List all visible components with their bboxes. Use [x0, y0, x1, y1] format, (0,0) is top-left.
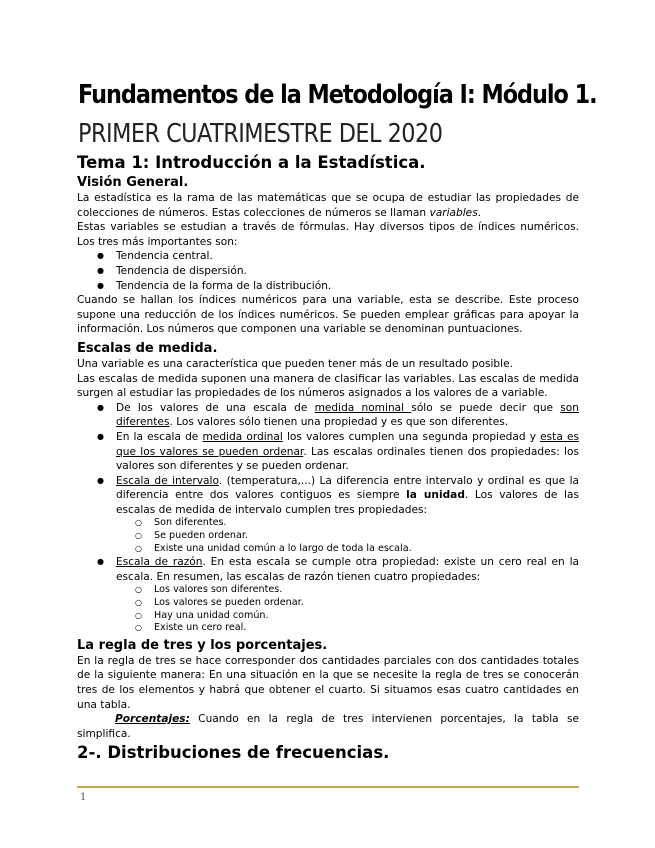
list-item: ● Tendencia central.: [116, 249, 579, 264]
list-item: ○ Hay una unidad común.: [154, 610, 579, 623]
list-item: ● Tendencia de dispersión.: [116, 264, 579, 279]
list-item: ○ Se pueden ordenar.: [154, 530, 579, 543]
escala-razon-item: ● Escala de razón. En esta escala se cumple otra propiedad: existe un cero real en la escala. En resumen, las escalas de razón tienen cuatro propiedades: ○ Los valores son diferentes. ○ Los valores se pueden ordenar. ○ Hay una unidad común. ○ Existe un cero real.: [116, 555, 579, 635]
list-item: ○ Son diferentes.: [154, 517, 579, 530]
vision-paragraph-3: Cuando se hallan los índices numéricos para una variable, esta se describe. Este proceso supone una reducción de los índices numéricos. Se pueden emplear gráficas para apoyar la información. Los números que componen una variable se denominan puntuaciones.: [77, 294, 579, 336]
regla-heading: La regla de tres y los porcentajes.: [77, 637, 328, 653]
list-item: ○ Los valores se pueden ordenar.: [154, 597, 579, 610]
escala-nominal-item: ● De los valores de una escala de medida nominal sólo se puede decir que son diferentes. Los valores sólo tienen una propiedad y es que son diferentes.: [116, 401, 579, 430]
vision-paragraph-2: Estas variables se estudian a través de fórmulas. Hay diversos tipos de índices numéricos. Los tres más importantes son:: [77, 221, 579, 248]
section2-heading: 2-. Distribuciones de frecuencias.: [77, 743, 390, 763]
document-title: Fundamentos de la Metodología I: Módulo 1.: [78, 80, 597, 110]
escalas-paragraph-2: Las escalas de medida suponen una manera de clasificar las variables. Las escalas de medida surgen al estudiar las propiedades de los números asignados a los valores de a variable.: [77, 372, 579, 400]
escalas-list: [77, 401, 579, 635]
vision-heading: Visión General.: [77, 175, 189, 190]
escalas-heading: Escalas de medida.: [77, 340, 218, 356]
escalas-paragraph-1: Una variable es una característica que pueden tener más de un resultado posible.: [77, 357, 513, 370]
list-item: ○ Existe un cero real.: [154, 622, 579, 635]
page-number: 1: [80, 792, 87, 803]
document-body: [77, 152, 579, 763]
regla-paragraph-1: En la regla de tres se hace corresponder dos cantidades parciales con dos cantidades totales de la siguiente manera: En una situación en la que se necesite la regla de tres se conocerán tres de los elementos y habrá que obtener el cuarto. Si situamos esas cuatro cantidades en una tabla.: [77, 654, 579, 711]
regla-paragraph-2: Porcentajes: Cuando en la regla de tres intervienen porcentajes, la tabla se simplifica.: [77, 713, 579, 740]
list-item: ○ Existe una unidad común a lo largo de toda la escala.: [154, 543, 579, 556]
razon-properties-list: [116, 584, 579, 634]
escala-intervalo-item: ● Escala de intervalo. (temperatura,...) La diferencia entre intervalo y ordinal es que la diferencia entre dos valores contiguos es siempre la unidad. Los valores de las escalas de medida de intervalo cumplen tres propiedades: ○ Son diferentes. ○ Se pueden ordenar. ○ Existe una unidad común a lo largo de toda la escala.: [116, 474, 579, 556]
list-item: ○ Los valores son diferentes.: [154, 584, 579, 597]
escala-ordinal-item: ● En la escala de medida ordinal los valores cumplen una segunda propiedad y esta es que los valores se pueden ordenar. Las escalas ordinales tienen dos propiedades: los valores son diferentes y se pueden ordenar.: [116, 430, 579, 474]
tema1-heading: Tema 1: Introducción a la Estadística.: [77, 153, 426, 172]
footer-rule: [77, 786, 579, 788]
vision-paragraph-1: La estadística es la rama de las matemáticas que se ocupa de estudiar las propiedades de colecciones de números. Estas colecciones de números se llaman variables.: [77, 192, 579, 219]
tendencias-list: [77, 249, 579, 293]
list-item: ● Tendencia de la forma de la distribución.: [116, 279, 579, 294]
document-subtitle: PRIMER CUATRIMESTRE DEL 2020: [78, 119, 443, 149]
intervalo-properties-list: [116, 517, 579, 555]
